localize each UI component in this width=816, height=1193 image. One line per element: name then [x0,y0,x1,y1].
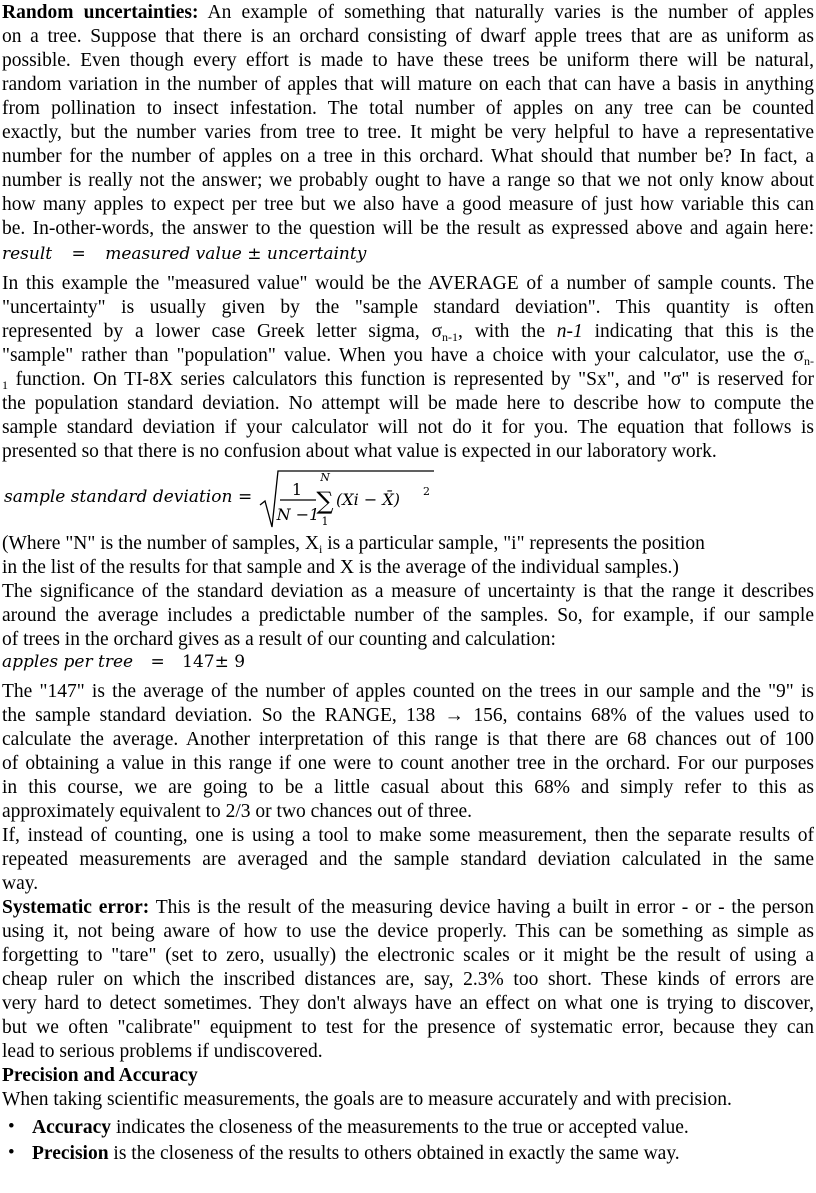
example-line-7: sample standard deviation if your calculator will not do it for you. The equation that follows is [2,417,814,438]
where-line-2: in the list of the results for that sample and X is the average of the individual samples.) [2,557,679,578]
sd-equals: = [238,487,253,507]
bullet-icon: • [8,1116,15,1137]
precision-text: is the closeness of the results to others obtained in exactly the same way. [108,1143,680,1164]
sd-power: 2 [423,485,430,498]
range-line-4: of obtaining a value in this range if one were to count another tree in the orchard. For our purposes [2,753,814,774]
list-item-accuracy [2,1116,814,1140]
range-line-6: approximately equivalent to 2/3 or two chances out of three. [2,801,473,822]
random-line-1: Random uncertainties: An example of something that naturally varies is the number of apples [2,2,814,23]
random-line-7: number for the number of apples on a tree in this orchard. What should that number be? In fact, a [2,146,814,167]
random-line-9: how many apples to expect per tree but we also have a good measure of just how variable this can [2,194,814,215]
sum-upper-limit: N [320,471,330,484]
random-line-8: number is really not the answer; we probably ought to have a range so that we not only know about [2,170,814,191]
random-line-4: random variation in the number of apples that will mature on each that can have a basis in anything [2,74,814,95]
systematic-line-1: Systematic error: This is the result of the measuring device having a built in error - or - the person [2,897,815,918]
example-line-2: "uncertainty" is usually given by the "sample standard deviation". This quantity is often [2,297,814,318]
significance-line-2: around the average includes a predictable number of the samples. So, for example, if our sample [2,605,814,626]
accuracy-text: indicates the closeness of the measurements to the true or accepted value. [111,1117,689,1138]
where-line-1: (Where "N" is the number of samples, $X_i$ is a particular sample, "i" represents the position [2,533,705,556]
random-line-5: from pollination to insect infestation. The total number of apples on any tree can be counted [2,98,814,119]
systematic-line-2: using it, not being aware of how to use the device properly. This can be something as simple as [2,921,814,942]
accuracy-term: Accuracy [32,1117,112,1138]
apples-lhs: apples per tree [2,652,134,672]
precision-term: Precision [32,1143,109,1164]
tool-line-2: repeated measurements are averaged and the sample standard deviation calculated in the same [2,849,814,870]
apples-rhs: 147± 9 [182,652,246,672]
significance-line-3: of trees in the orchard gives as a result of our counting and calculation: [2,629,556,650]
tool-line-1: If, instead of counting, one is using a tool to make some measurement, then the separate results of [2,825,814,846]
sum-lower-limit: 1 [321,515,329,528]
example-line-5: $_1$ function. On TI-8X series calculators this function is represented by "Sx", and "σ" is reserved for [2,369,814,392]
result-lhs: result [2,244,53,264]
precision-heading: Precision and Accuracy [2,1065,198,1086]
random-line-3: possible. Even though every effort is made to have these trees be uniform there will be natural, [2,50,814,71]
systematic-line-5: very hard to detect sometimes. They don't always have an effect on what one is trying to discover, [2,993,814,1014]
range-line-1: The "147" is the average of the number of apples counted on the trees in our sample and the "9" is [2,681,814,702]
apples-equation [2,652,245,672]
sd-numerator: 1 [291,480,303,499]
significance-line-1: The significance of the standard deviation as a measure of uncertainty is that the range it describes [2,581,814,602]
systematic-line-4: cheap ruler on which the inscribed distances are, say, 2.3% too short. These kinds of errors are [2,969,814,990]
standard-deviation-formula [2,465,442,535]
random-line-10: be. In-other-words, the answer to the question will be the result as expressed above and again here: [2,218,814,239]
apples-equals: = [150,652,165,672]
example-line-3: represented by a lower case Greek letter sigma, $\sigma_{n-1}$, with the n-1 indicating that this is the [2,321,814,344]
sd-term: (Xi − X̄) [336,490,400,509]
range-line-2: the sample standard deviation. So the RANGE, 138 → 156, contains 68% of the values used to [2,705,814,726]
random-line-2: on a tree. Suppose that there is an orchard consisting of dwarf apple trees that are as uniform as [2,26,814,47]
sd-lhs: sample standard deviation [4,487,233,507]
sd-denominator: N −1 [276,505,320,524]
systematic-line-7: lead to serious problems if undiscovered. [2,1041,323,1062]
example-line-4: "sample" rather than "population" value. When you have a choice with your calculator, use the $\sigma_{n-}$ [2,345,814,368]
result-equation [2,244,366,264]
random-line-6: exactly, but the number varies from tree to tree. It might be very helpful to have a representative [2,122,814,143]
list-item-precision [2,1142,814,1166]
random-heading: Random uncertainties: [2,2,199,23]
example-line-8: presented so that there is no confusion about what value is expected in our laboratory work. [2,441,717,462]
precision-intro: When taking scientific measurements, the goals are to measure accurately and with precision. [2,1089,732,1110]
result-rhs: measured value ± uncertainty [105,244,367,264]
sigma-icon: ∑ [316,487,334,515]
systematic-line-3: forgetting to "tare" (set to zero, usually) the electronic scales or it might be the result of using a [2,945,814,966]
range-line-3: calculate the average. Another interpretation of this range is that there are 68 chances out of 100 [2,729,814,750]
bullet-icon: • [8,1142,15,1163]
example-line-1: In this example the "measured value" would be the AVERAGE of a number of sample counts. The [2,273,814,294]
range-line-5: in this course, we are going to be a little casual about this 68% and simply refer to this as [2,777,814,798]
systematic-heading: Systematic error: [2,897,150,918]
example-line-6: the population standard deviation. No attempt will be made here to describe how to compute the [2,393,814,414]
systematic-line-6: but we often "calibrate" equipment to test for the presence of systematic error, because they can [2,1017,814,1038]
tool-line-3: way. [2,873,39,894]
result-equals: = [71,244,86,264]
